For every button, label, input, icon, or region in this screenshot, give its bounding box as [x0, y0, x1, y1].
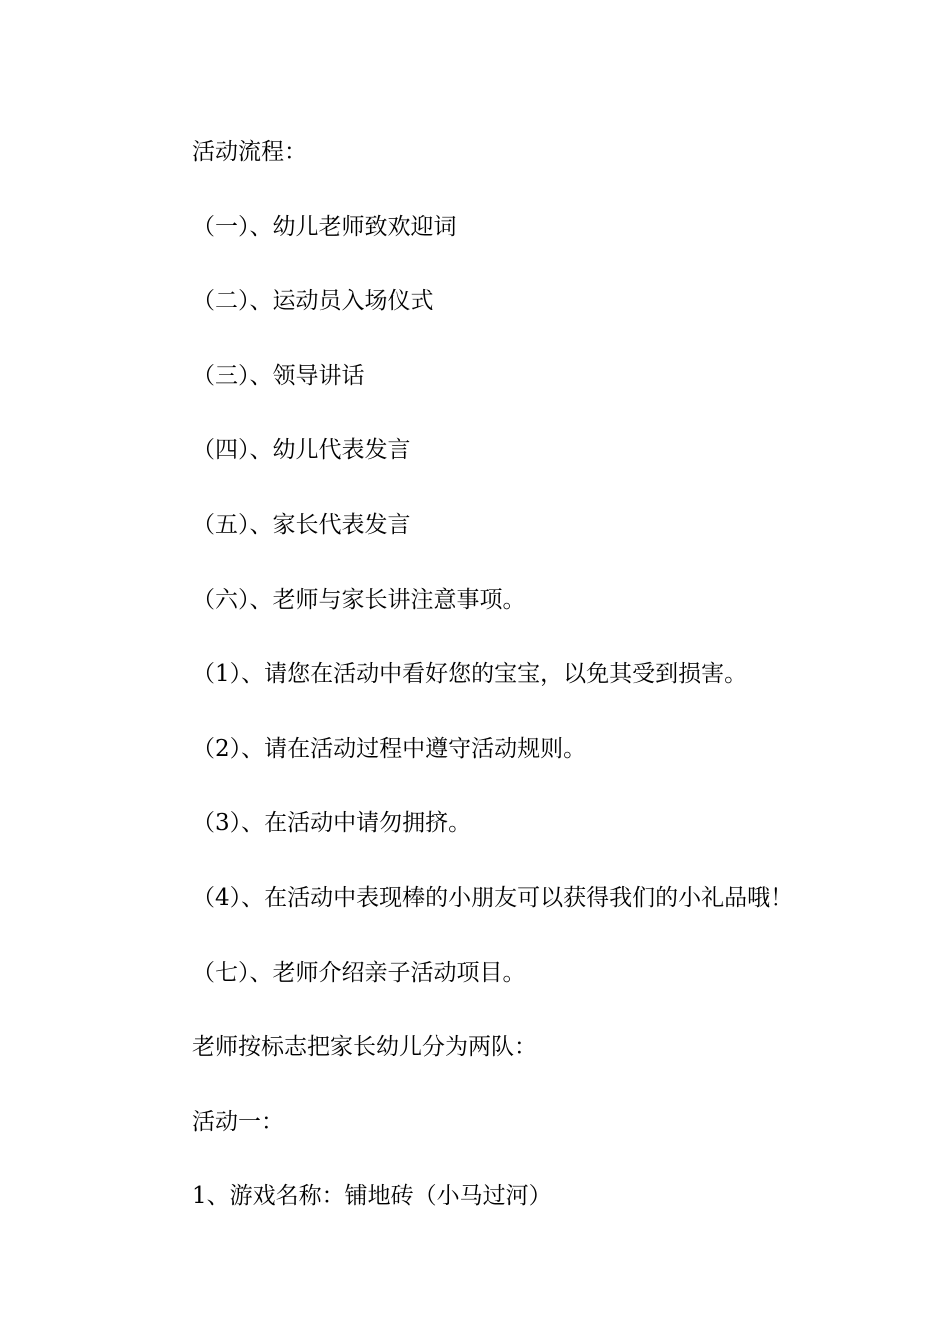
list-item-notice-2: （2）、请在活动过程中遵守活动规则。: [192, 736, 587, 762]
paragraph-game-name: 1、游戏名称：铺地砖（小马过河）: [192, 1183, 552, 1209]
heading-activity-process: 活动流程：: [192, 139, 307, 165]
list-item-step-4: （四）、幼儿代表发言: [192, 437, 411, 463]
list-item-notice-4: （4）、在活动中表现棒的小朋友可以获得我们的小礼品哦！: [192, 885, 794, 911]
list-item-step-7: （七）、老师介绍亲子活动项目。: [192, 960, 526, 986]
list-item-step-1: （一）、幼儿老师致欢迎词: [192, 214, 457, 240]
list-item-step-2: （二）、运动员入场仪式: [192, 288, 434, 314]
paragraph-team-split: 老师按标志把家长幼儿分为两队：: [192, 1034, 537, 1060]
list-item-step-5: （五）、家长代表发言: [192, 512, 411, 538]
list-item-notice-3: （3）、在活动中请勿拥挤。: [192, 810, 472, 836]
list-item-step-3: （三）、领导讲话: [192, 363, 365, 389]
list-item-step-6: （六）、老师与家长讲注意事项。: [192, 587, 526, 613]
list-item-notice-1: （1）、请您在活动中看好您的宝宝，以免其受到损害。: [192, 661, 748, 687]
heading-activity-one: 活动一：: [192, 1109, 284, 1135]
